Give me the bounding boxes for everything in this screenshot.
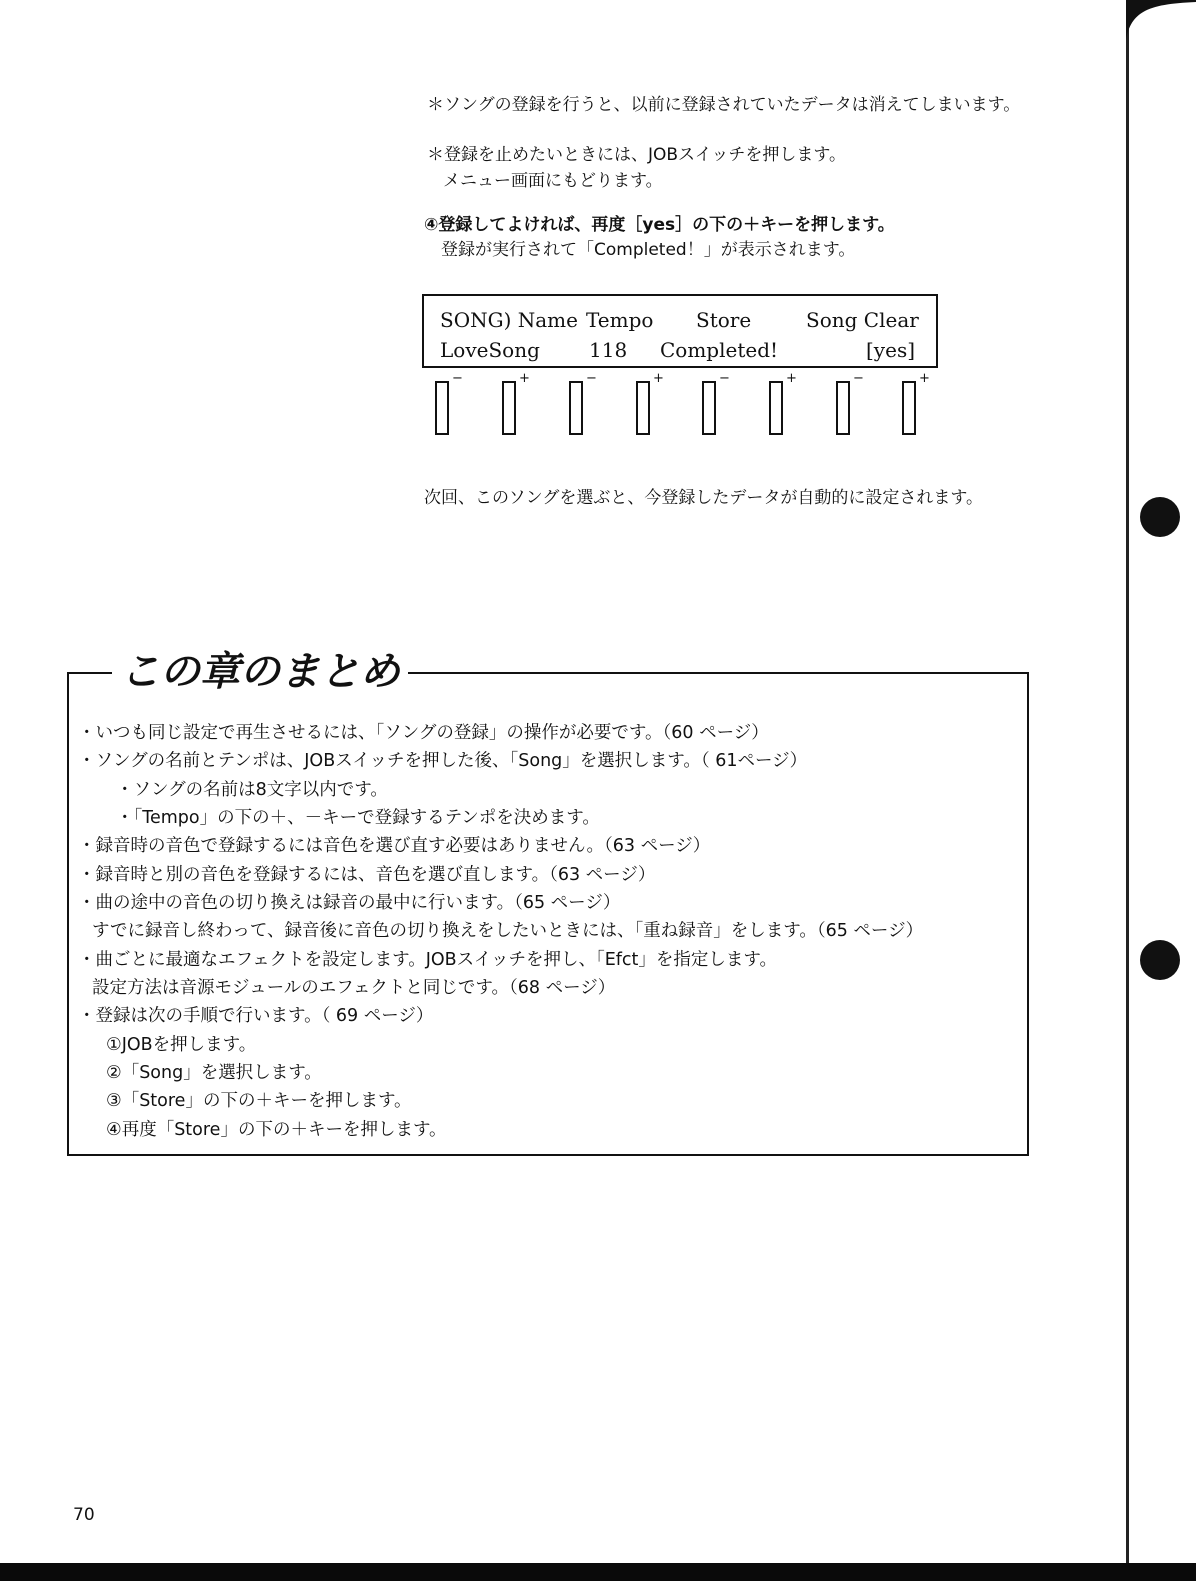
summary-line: すでに録音し終わって、録音後に音色の切り換えをしたいときには、「重ね録音」をします。（65 ページ） bbox=[92, 921, 924, 941]
lcd-value-clear: [yes] bbox=[866, 338, 916, 362]
key-7-sign: − bbox=[853, 371, 864, 386]
key-1-minus[interactable] bbox=[435, 381, 449, 435]
key-5-sign: − bbox=[719, 371, 730, 386]
scan-bottom-edge bbox=[0, 1563, 1196, 1581]
lcd-value-tempo: 118 bbox=[589, 338, 628, 362]
summary-line: ・いつも同じ設定で再生させるには、「ソングの登録」の操作が必要です。（60 ページ） bbox=[78, 723, 769, 743]
punch-hole bbox=[1140, 497, 1180, 537]
punch-hole bbox=[1140, 940, 1180, 980]
summary-line: ①JOBを押します。 bbox=[106, 1035, 257, 1055]
key-2-sign: + bbox=[519, 371, 530, 386]
summary-line: ・曲ごとに最適なエフェクトを設定します。JOBスイッチを押し、「Efct」を指定します。 bbox=[78, 950, 778, 970]
binder-curve bbox=[1126, 0, 1196, 40]
lcd-label-name: SONG) Name bbox=[440, 308, 578, 332]
summary-line: ・録音時の音色で登録するには音色を選び直す必要はありません。（63 ページ） bbox=[78, 836, 711, 856]
summary-line: ・ソングの名前は8文字以内です。 bbox=[116, 780, 388, 800]
note-cancel-line2: メニュー画面にもどります。 bbox=[443, 171, 663, 191]
summary-line: ・「Tempo」の下の＋、－キーで登録するテンポを決めます。 bbox=[116, 808, 600, 828]
binder-edge bbox=[1126, 0, 1129, 1581]
summary-line: ・録音時と別の音色を登録するには、音色を選び直します。（63 ページ） bbox=[78, 865, 656, 885]
lcd-display bbox=[422, 294, 938, 368]
summary-title: この章のまとめ bbox=[112, 646, 408, 698]
step4-heading: ④登録してよければ、再度［yes］の下の＋キーを押します。 bbox=[424, 215, 895, 235]
key-2-plus[interactable] bbox=[502, 381, 516, 435]
key-6-sign: + bbox=[786, 371, 797, 386]
key-8-plus[interactable] bbox=[902, 381, 916, 435]
lcd-label-song-clear: Song Clear bbox=[806, 308, 919, 332]
summary-line: ②「Song」を選択します。 bbox=[106, 1063, 322, 1083]
summary-line: ③「Store」の下の＋キーを押します。 bbox=[106, 1091, 412, 1111]
key-4-plus[interactable] bbox=[636, 381, 650, 435]
summary-line: ・登録は次の手順で行います。（ 69 ページ） bbox=[78, 1006, 434, 1026]
key-1-sign: − bbox=[452, 371, 463, 386]
summary-line: 設定方法は音源モジュールのエフェクトと同じです。（68 ページ） bbox=[92, 978, 616, 998]
after-text: 次回、このソングを選ぶと、今登録したデータが自動的に設定されます。 bbox=[424, 488, 983, 508]
summary-line: ④再度「Store」の下の＋キーを押します。 bbox=[106, 1120, 447, 1140]
page-number: 70 bbox=[73, 1505, 95, 1525]
key-3-sign: − bbox=[586, 371, 597, 386]
note-overwrite: ＊ソングの登録を行うと、以前に登録されていたデータは消えてしまいます。 bbox=[427, 95, 1021, 115]
key-8-sign: + bbox=[919, 371, 930, 386]
lcd-label-store: Store bbox=[696, 308, 752, 332]
key-3-minus[interactable] bbox=[569, 381, 583, 435]
lcd-label-tempo: Tempo bbox=[586, 308, 654, 332]
summary-line: ・ソングの名前とテンポは、JOBスイッチを押した後、「Song」を選択します。（ 61ページ） bbox=[78, 751, 808, 771]
note-cancel bbox=[427, 142, 846, 194]
step4-body: 登録が実行されて「Completed！」が表示されます。 bbox=[441, 240, 856, 260]
summary-line: ・曲の途中の音色の切り換えは録音の最中に行います。（65 ページ） bbox=[78, 893, 621, 913]
key-5-minus[interactable] bbox=[702, 381, 716, 435]
note-cancel-line1: ＊登録を止めたいときには、JOBスイッチを押します。 bbox=[427, 145, 847, 165]
lcd-value-name: LoveSong bbox=[440, 338, 540, 362]
key-4-sign: + bbox=[653, 371, 664, 386]
lcd-value-store: Completed! bbox=[660, 338, 779, 362]
key-7-minus[interactable] bbox=[836, 381, 850, 435]
key-6-plus[interactable] bbox=[769, 381, 783, 435]
